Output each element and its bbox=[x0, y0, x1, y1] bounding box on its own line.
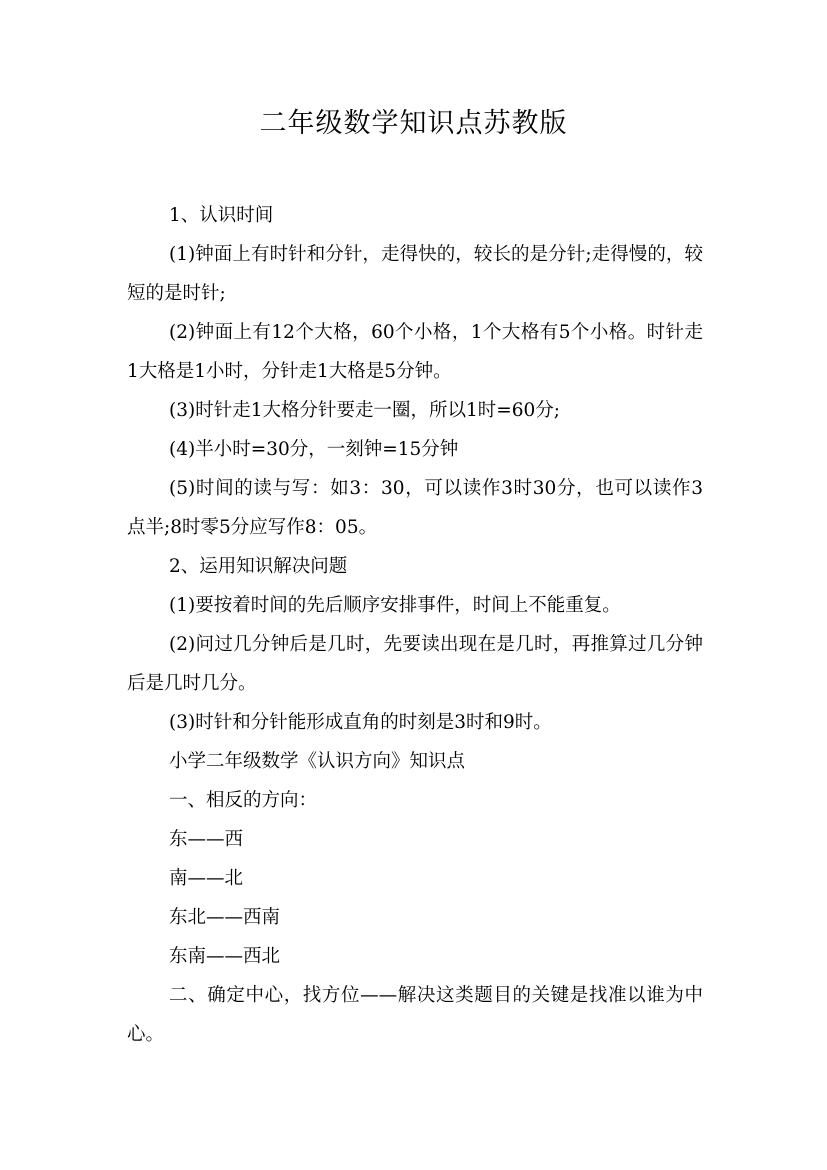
document-body bbox=[127, 196, 703, 1054]
paragraph-find-center: 二、确定中心，找方位——解决这类题目的关键是找准以谁为中心。 bbox=[127, 985, 703, 1045]
paragraph-sequence-events: (1)要按着时间的先后顺序安排事件，时间上不能重复。 bbox=[169, 595, 621, 616]
paragraph-hour-minute: (3)时针走1大格分针要走一圈，所以1时=60分; bbox=[169, 400, 561, 421]
paragraph-minutes-later: (2)问过几分钟后是几时，先要读出现在是几时，再推算过几分钟后是几时几分。 bbox=[127, 634, 703, 694]
heading-directions: 小学二年级数学《认识方向》知识点 bbox=[169, 751, 466, 772]
paragraph-right-angle: (3)时针和分针能形成直角的时刻是3时和9时。 bbox=[169, 712, 552, 733]
direction-pair-se-nw: 东南——西北 bbox=[169, 946, 281, 967]
heading-recognize-time: 1、认识时间 bbox=[169, 205, 274, 226]
paragraph-clock-grid: (2)钟面上有12个大格，60个小格，1个大格有5个小格。时针走1大格是1小时，分针走1大格是5分钟。 bbox=[127, 322, 703, 382]
heading-apply-knowledge: 2、运用知识解决问题 bbox=[169, 556, 348, 577]
direction-pair-ne-sw: 东北——西南 bbox=[169, 907, 281, 928]
heading-opposite-directions: 一、相反的方向： bbox=[169, 790, 318, 811]
document-title: 二年级数学知识点苏教版 bbox=[259, 108, 568, 139]
paragraph-read-write-time: (5)时间的读与写：如3：30，可以读作3时30分，也可以读作3点半;8时零5分应写作8：05。 bbox=[127, 478, 703, 538]
direction-pair-south-north: 南——北 bbox=[169, 868, 244, 889]
paragraph-clock-hands: (1)钟面上有时针和分针，走得快的，较长的是分针;走得慢的，较短的是时针; bbox=[127, 244, 703, 304]
direction-pair-east-west: 东——西 bbox=[169, 829, 244, 850]
paragraph-half-hour: (4)半小时=30分，一刻钟=15分钟 bbox=[169, 439, 459, 460]
